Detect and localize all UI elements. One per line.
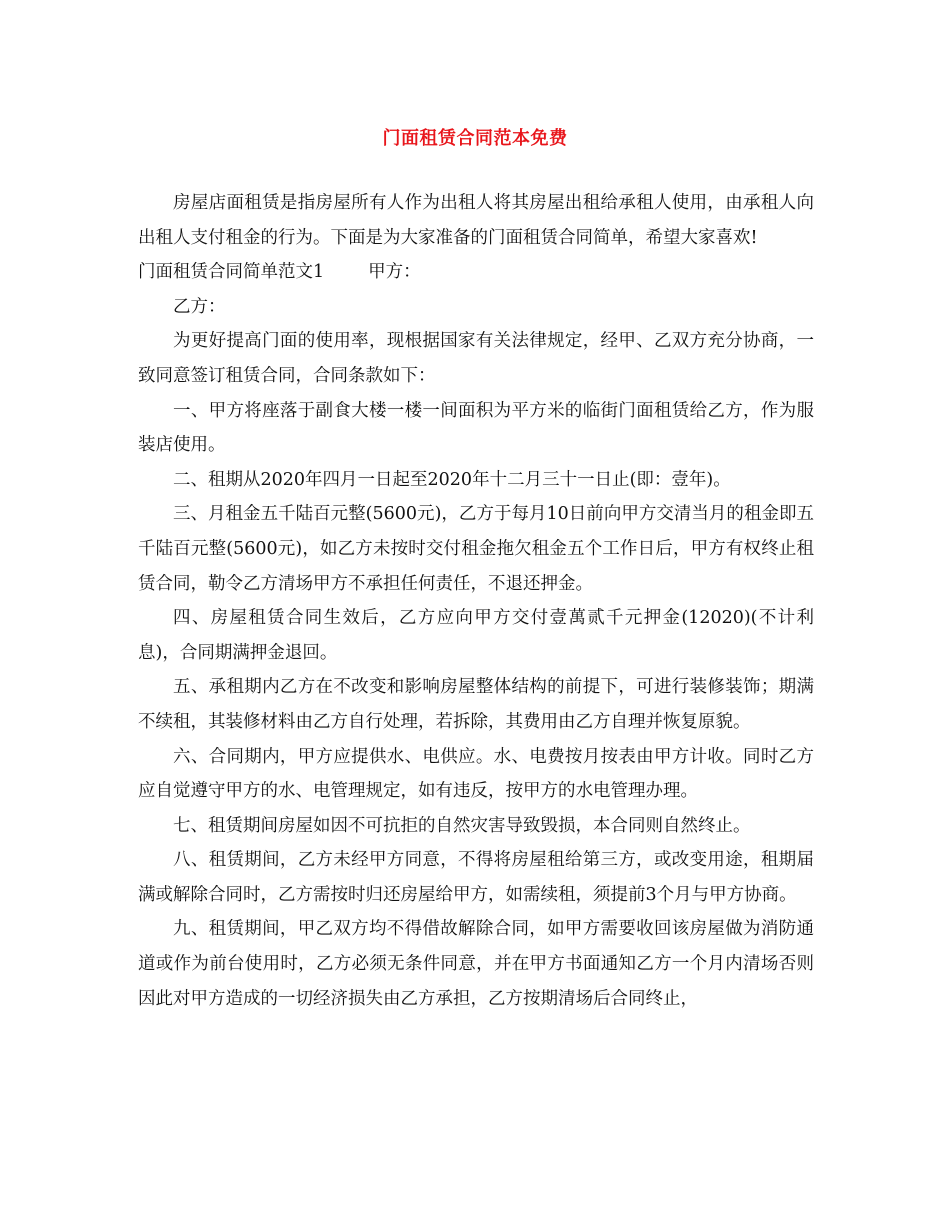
document-body (138, 186, 814, 1016)
section-heading-line (138, 255, 814, 290)
clause-7: 七、租赁期间房屋如因不可抗拒的自然灾害导致毁损，本合同则自然终止。 (173, 815, 751, 836)
clause-2: 二、租期从2020年四月一日起至2020年十二月三十一日止(即：壹年)。 (173, 469, 731, 490)
intro-paragraph: 房屋店面租赁是指房屋所有人作为出租人将其房屋出租给承租人使用，由承租人向出租人支付租金的行为。下面是为大家准备的门面租赁合同简单，希望大家喜欢! (138, 193, 814, 248)
clause-1: 一、甲方将座落于副食大楼一楼一间面积为平方米的临街门面租赁给乙方，作为服装店使用。 (138, 400, 814, 456)
party-b-label: 乙方： (173, 296, 226, 317)
clause-8: 八、租赁期间，乙方未经甲方同意，不得将房屋租给第三方，或改变用途，租期届满或解除合同时，乙方需按时归还房屋给甲方，如需续租，须提前3个月与甲方协商。 (138, 850, 814, 905)
party-a-label: 甲方： (368, 262, 421, 283)
preamble-paragraph: 为更好提高门面的使用率，现根据国家有关法律规定，经甲、乙双方充分协商，一致同意签订租赁合同，合同条款如下： (138, 331, 814, 386)
clause-6: 六、合同期内，甲方应提供水、电供应。水、电费按月按表由甲方计收。同时乙方应自觉遵守甲方的水、电管理规定，如有违反，按甲方的水电管理办理。 (138, 746, 814, 802)
clause-5: 五、承租期内乙方在不改变和影响房屋整体结构的前提下，可进行装修装饰；期满不续租，其装修材料由乙方自行处理，若拆除，其费用由乙方自理并恢复原貌。 (138, 677, 814, 732)
section-heading: 门面租赁合同简单范文1 (138, 262, 325, 283)
clause-9: 九、租赁期间，甲乙双方均不得借故解除合同，如甲方需要收回该房屋做为消防通道或作为前台使用时，乙方必须无条件同意，并在甲方书面通知乙方一个月内清场否则因此对甲方造成的一切经济损失由乙方承担，乙方按期清场后合同终止， (138, 919, 814, 1009)
document-title: 门面租赁合同范本免费 (382, 128, 568, 149)
clause-3: 三、月租金五千陆百元整(5600元)，乙方于每月10日前向甲方交清当月的租金即五千陆百元整(5600元)，如乙方未按时交付租金拖欠租金五个工作日后，甲方有权终止租赁合同，勒令乙方清场甲方不承担任何责任，不退还押金。 (138, 504, 814, 594)
clause-4: 四、房屋租赁合同生效后，乙方应向甲方交付壹萬贰千元押金(12020)(不计利息)，合同期满押金退回。 (138, 608, 814, 663)
